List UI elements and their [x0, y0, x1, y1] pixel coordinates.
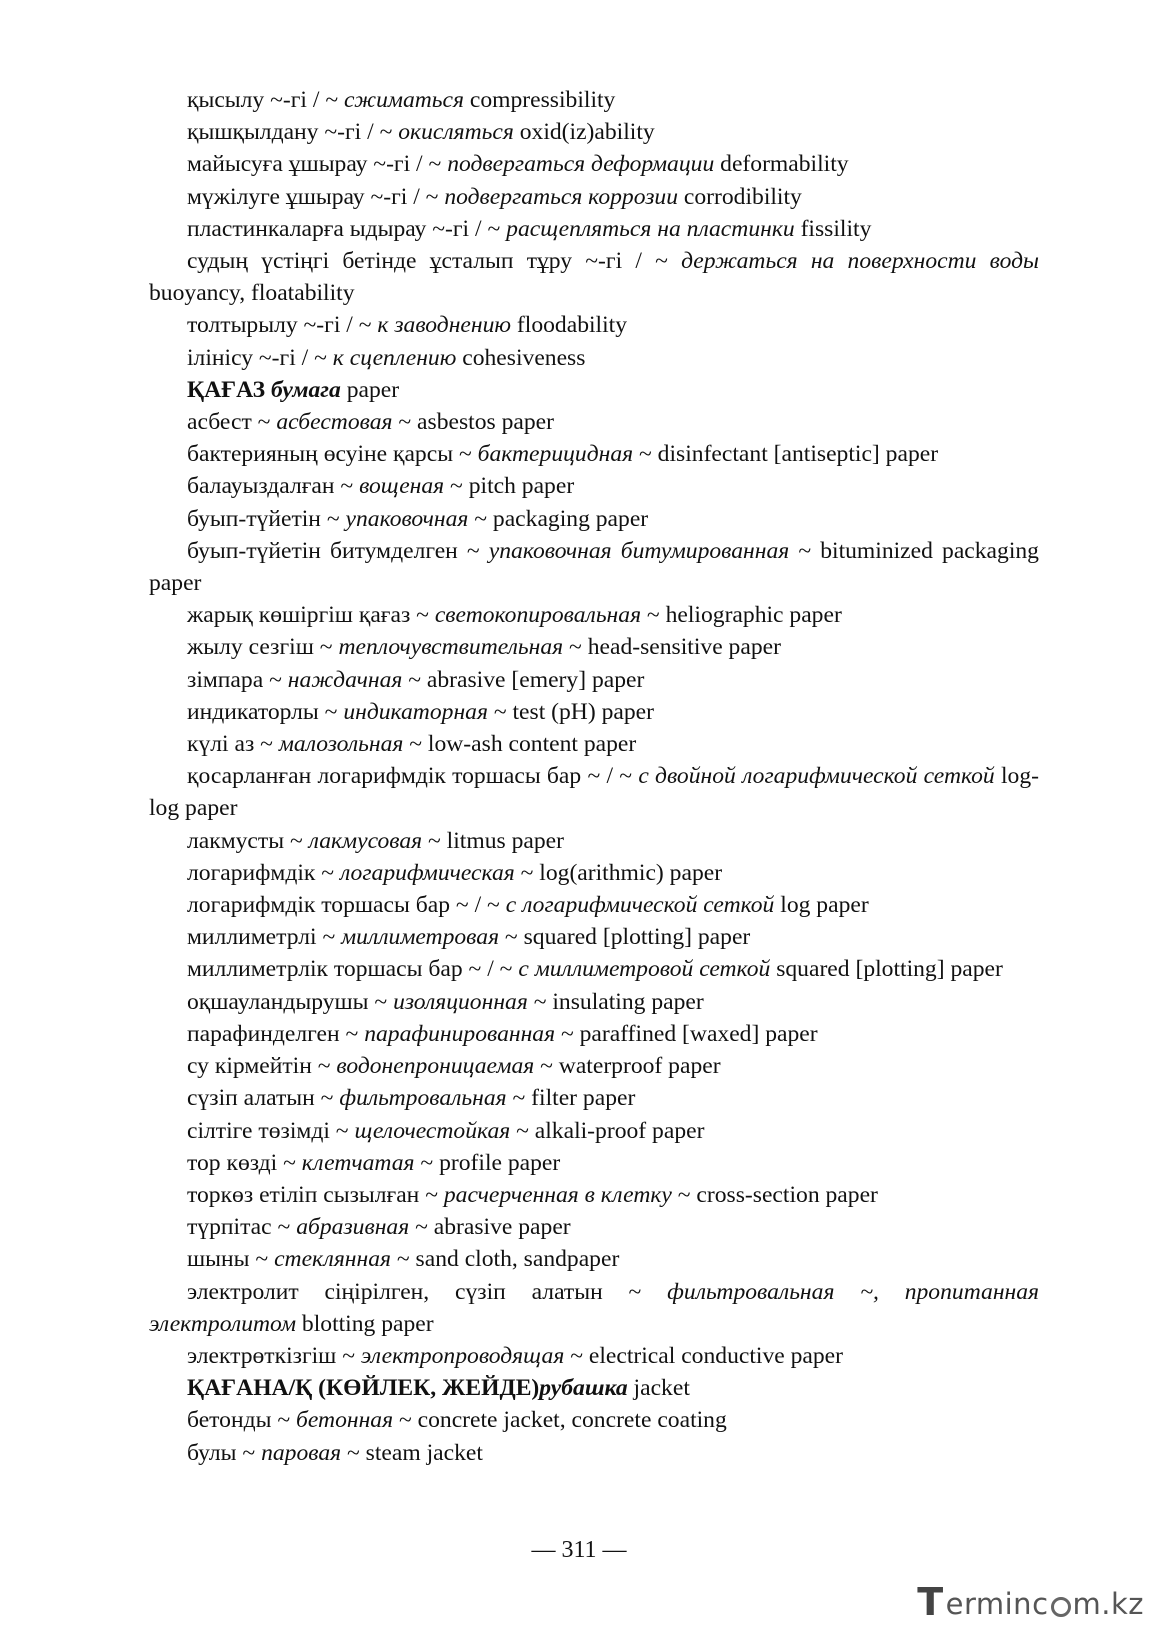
termincom-logo	[917, 1582, 1144, 1626]
english-term: ~ squared [plotting] paper	[499, 924, 751, 951]
kazakh-term: ҚАҒАЗ	[187, 376, 271, 403]
dictionary-entry	[149, 1147, 1039, 1179]
kazakh-term: майысуға ұшырау ~-гі / ~	[187, 151, 448, 178]
dictionary-entry	[149, 116, 1039, 148]
russian-term: водонепроницаемая	[336, 1053, 535, 1080]
kazakh-term: асбест ~	[187, 409, 277, 436]
kazakh-term: буып-түйетін ~	[187, 505, 346, 532]
kazakh-term: бетонды ~	[187, 1407, 297, 1434]
russian-term: расщепляться на пластинки	[506, 215, 795, 242]
english-term: ~ cross-section paper	[671, 1181, 878, 1208]
dictionary-entry	[149, 696, 1039, 728]
kazakh-term: ҚАҒАНА/Қ (КӨЙЛЕК, ЖЕЙДЕ)	[187, 1375, 540, 1402]
kazakh-term: торкөз етіліп сызылған ~	[187, 1181, 444, 1208]
kazakh-term: парафинделген ~	[187, 1020, 365, 1047]
kazakh-term: тор көзді ~	[187, 1149, 302, 1176]
kazakh-term: сүзіп алатын ~	[187, 1085, 340, 1112]
kazakh-term: жарық көшіргіш қағаз ~	[187, 602, 435, 629]
english-term: squared [plotting] paper	[770, 956, 1003, 983]
entry-headword	[149, 1372, 1039, 1404]
dictionary-entry	[149, 406, 1039, 438]
dictionary-entry	[149, 1050, 1039, 1082]
kazakh-term: булы ~	[187, 1439, 262, 1466]
dictionary-entry	[149, 213, 1039, 245]
dictionary-entry	[149, 1404, 1039, 1436]
russian-term: миллиметровая	[341, 924, 500, 951]
logo-text-before: erminc	[945, 1587, 1049, 1621]
russian-term: наждачная	[287, 666, 403, 693]
russian-term: упаковочная битумированная	[488, 537, 790, 564]
english-term: ~ electrical conductive paper	[564, 1342, 844, 1369]
dictionary-entry	[149, 1211, 1039, 1243]
english-term: cohesiveness	[456, 344, 586, 371]
kazakh-term: зімпара ~	[187, 666, 288, 693]
english-term: ~ alkali-proof paper	[510, 1117, 705, 1144]
kazakh-term: логарифмдік ~	[187, 859, 340, 886]
english-term: deformability	[714, 151, 849, 178]
kazakh-term: қышқылдану ~-гі / ~	[187, 119, 399, 146]
kazakh-term: буып-түйетін битумделген ~	[187, 537, 489, 564]
kazakh-term: оқшауландырушы ~	[187, 988, 394, 1015]
english-term: ~ sand cloth, sandpaper	[390, 1246, 620, 1273]
dictionary-entry	[149, 1243, 1039, 1275]
russian-term: щелочестойкая	[354, 1117, 511, 1144]
english-term: ~ concrete jacket, concrete coating	[393, 1407, 727, 1434]
russian-term: бактерицидная	[477, 441, 634, 468]
dictionary-entry	[149, 503, 1039, 535]
kazakh-term: индикаторлы ~	[187, 698, 344, 725]
russian-term: парафинированная	[364, 1020, 556, 1047]
logo-t: T	[917, 1580, 944, 1624]
russian-term: сжиматься	[343, 87, 464, 113]
russian-term: бумага	[270, 376, 341, 403]
kazakh-term: лакмусты ~	[187, 827, 309, 854]
dictionary-entry	[149, 438, 1039, 470]
english-term: ~ paraffined [waxed] paper	[555, 1020, 818, 1047]
kazakh-term: шыны ~	[187, 1246, 275, 1273]
russian-term: клетчатая	[301, 1149, 415, 1176]
dictionary-entry	[149, 986, 1039, 1018]
english-term: ~ asbestos paper	[392, 409, 554, 436]
dictionary-entry	[149, 599, 1039, 631]
dictionary-entry	[149, 631, 1039, 663]
english-term: ~ packaging paper	[468, 505, 649, 532]
english-term: ~ filter paper	[506, 1085, 636, 1112]
russian-term: изоляционная	[393, 988, 528, 1015]
russian-term: логарифмическая	[339, 859, 515, 886]
kazakh-term: сілтіге төзімді ~	[187, 1117, 355, 1144]
kazakh-term: жылу сезгіш ~	[187, 634, 339, 661]
dictionary-entry	[149, 1340, 1039, 1372]
kazakh-term: ілінісу ~-гі / ~	[187, 344, 333, 371]
russian-term: с миллиметровой сеткой	[518, 956, 771, 983]
dictionary-entry	[149, 664, 1039, 696]
dictionary-entry	[149, 921, 1039, 953]
dictionary-entry	[149, 535, 1039, 599]
english-term: ~ pitch paper	[444, 473, 575, 500]
english-term: ~ insulating paper	[527, 988, 704, 1015]
dictionary-entry	[149, 148, 1039, 180]
russian-term: окисляться	[398, 119, 514, 146]
dictionary-entry	[149, 825, 1039, 857]
russian-term: подвергаться коррозии	[444, 183, 678, 210]
dictionary-entry	[149, 84, 1039, 116]
russian-term: теплочувствительная	[338, 634, 564, 661]
dictionary-entry	[149, 889, 1039, 921]
english-term: corrodibility	[678, 183, 802, 210]
russian-term: индикаторная	[343, 698, 488, 725]
logo-text-after: m.kz	[1072, 1587, 1144, 1621]
kazakh-term: пластинкаларға ыдырау ~-гі / ~	[187, 215, 507, 242]
dictionary-entry	[149, 470, 1039, 502]
dictionary-entry	[149, 953, 1039, 985]
english-term: ~ steam jacket	[341, 1439, 483, 1466]
english-term: ~ disinfectant [antiseptic] paper	[633, 441, 939, 468]
dictionary-entry	[149, 728, 1039, 760]
kazakh-term: қосарланған логарифмдік торшасы бар ~ / ~	[187, 763, 639, 790]
russian-term: лакмусовая	[308, 827, 423, 854]
russian-term: паровая	[261, 1439, 342, 1466]
russian-term: абразивная	[296, 1214, 410, 1241]
russian-term: с логарифмической сеткой	[505, 892, 775, 919]
dictionary-entry	[149, 1437, 1039, 1469]
kazakh-term: миллиметрлік торшасы бар ~ / ~	[187, 956, 519, 983]
english-term: buoyancy, floatability	[149, 280, 355, 307]
kazakh-term: түрпітас ~	[187, 1214, 297, 1241]
english-term: ~ log(arithmic) paper	[514, 859, 723, 886]
russian-term: фильтровальная	[339, 1085, 507, 1112]
dictionary-entry	[149, 1276, 1039, 1340]
russian-term: бетонная	[296, 1407, 394, 1434]
russian-term: подвергаться деформации	[447, 151, 715, 178]
dictionary-entry	[149, 342, 1039, 374]
russian-term: упаковочная	[345, 505, 469, 532]
kazakh-term: күлі аз ~	[187, 731, 279, 758]
russian-term: вощеная	[359, 473, 445, 500]
english-term: log-log paper	[149, 763, 1039, 822]
dictionary-entry	[149, 1082, 1039, 1114]
dictionary-entry	[149, 181, 1039, 213]
english-term: ~ abrasive [emery] paper	[402, 666, 645, 693]
russian-term: электропроводящая	[360, 1342, 565, 1369]
kazakh-term: балауыздалған ~	[187, 473, 360, 500]
kazakh-term: мүжілуге ұшырау ~-гі / ~	[187, 183, 445, 210]
russian-term: рубашка	[539, 1375, 628, 1402]
dictionary-entry	[149, 760, 1039, 824]
russian-term: фильтровальная ~, пропитанная электролитом	[149, 1278, 1039, 1337]
russian-term: асбестовая	[276, 409, 393, 436]
english-term: ~ litmus paper	[422, 827, 564, 854]
english-term: paper	[340, 376, 400, 403]
dictionary-entry	[149, 857, 1039, 889]
kazakh-term: электролит сіңірілген, сүзіп алатын ~	[187, 1278, 668, 1305]
russian-term: стеклянная	[274, 1246, 391, 1273]
kazakh-term: логарифмдік торшасы бар ~ / ~	[187, 892, 506, 919]
dictionary-entry	[149, 309, 1039, 341]
english-term: fissility	[794, 215, 872, 242]
english-term: compressibility	[463, 87, 616, 113]
dictionary-entry	[149, 1018, 1039, 1050]
kazakh-term: қысылу ~-гі / ~	[187, 87, 344, 113]
russian-term: к заводнению	[377, 312, 512, 339]
english-term: jacket	[627, 1375, 690, 1402]
kazakh-term: су кірмейтін ~	[187, 1053, 337, 1080]
english-term: ~ bituminized packaging paper	[149, 537, 1039, 597]
english-term: ~ heliographic paper	[641, 602, 842, 629]
english-term: ~ low-ash content paper	[403, 731, 637, 758]
russian-term: светокопировальная	[434, 602, 642, 629]
kazakh-term: электрөткізгіш ~	[187, 1342, 361, 1369]
dictionary-entry	[149, 245, 1039, 309]
dictionary-entry	[149, 1115, 1039, 1147]
kazakh-term: миллиметрлі ~	[187, 924, 342, 951]
russian-term: расчерченная в клетку	[443, 1181, 672, 1208]
page-number: — 311 —	[531, 1537, 627, 1563]
english-term: blotting paper	[296, 1310, 434, 1337]
english-term: ~ abrasive paper	[409, 1214, 571, 1241]
english-term: ~ head-sensitive paper	[563, 634, 781, 661]
english-term: log paper	[774, 892, 869, 919]
english-term: ~ test (pH) paper	[487, 698, 654, 725]
russian-term: к сцеплению	[332, 344, 457, 371]
kazakh-term: бактерияның өсуіне қарсы ~	[187, 441, 478, 468]
russian-term: малозольная	[278, 731, 404, 758]
english-term: oxid(iz)ability	[513, 119, 655, 146]
dictionary-entry	[149, 1179, 1039, 1211]
english-term: ~ waterproof paper	[534, 1053, 721, 1080]
russian-term: с двойной логарифмической сеткой	[638, 763, 995, 790]
kazakh-term: судың үстіңгі бетінде ұсталып тұру ~-гі / ~	[187, 248, 682, 275]
kazakh-term: толтырылу ~-гі / ~	[187, 312, 378, 339]
english-term: ~ profile paper	[414, 1149, 561, 1176]
english-term: floodability	[511, 312, 628, 339]
dictionary-body	[149, 84, 1039, 1469]
russian-term: держаться на поверхности воды	[681, 248, 1039, 275]
entry-headword	[149, 374, 1039, 406]
logo-globe-icon	[1051, 1597, 1071, 1617]
